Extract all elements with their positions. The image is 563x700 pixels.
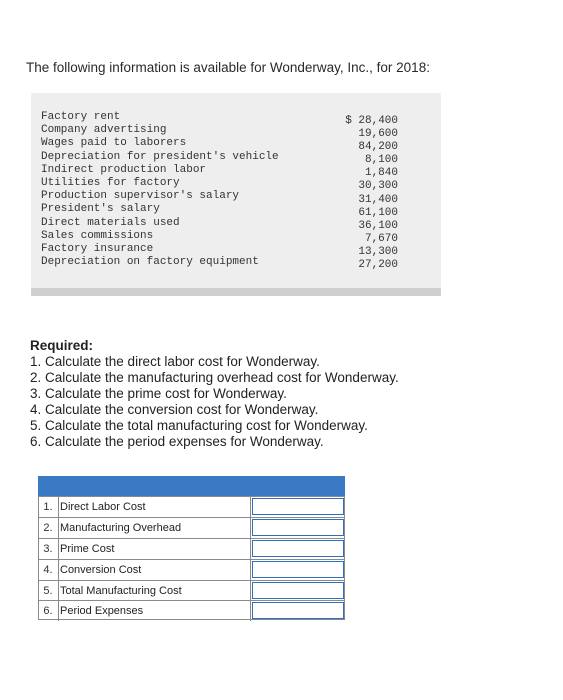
- cost-item-amount: 7,670: [364, 232, 398, 245]
- cost-item-amount: 1,840: [364, 167, 398, 180]
- table-row: [38, 517, 345, 538]
- cost-item-amount: 36,100: [358, 219, 398, 232]
- prime-cost-input[interactable]: [252, 540, 344, 557]
- cost-item-label: Sales commissions: [41, 229, 154, 242]
- table-row: [38, 559, 345, 580]
- row-label: Prime Cost: [60, 543, 115, 555]
- cost-item-label: Utilities for factory: [41, 177, 180, 190]
- column-divider: [250, 560, 251, 580]
- row-number: 5.: [38, 581, 59, 601]
- required-title: Required:: [30, 338, 94, 353]
- column-divider: [250, 601, 251, 621]
- conversion-cost-input[interactable]: [252, 561, 344, 578]
- table-header-bar: [38, 476, 345, 496]
- table-row: [38, 496, 345, 517]
- table-row: [38, 538, 345, 559]
- column-divider: [250, 497, 251, 517]
- cost-item-amount: 61,100: [358, 206, 398, 219]
- direct-labor-cost-input[interactable]: [252, 498, 344, 515]
- required-list: [30, 354, 399, 450]
- row-label: Period Expenses: [60, 605, 144, 617]
- cost-item-label: Company advertising: [41, 124, 167, 137]
- cost-item-label: Direct materials used: [41, 216, 180, 229]
- cost-item-amount: 31,400: [358, 193, 398, 206]
- cost-item-amount: 27,200: [358, 259, 398, 272]
- column-divider: [250, 539, 251, 559]
- intro-text: The following information is available for Wonderway, Inc., for 2018:: [26, 60, 430, 75]
- cost-item-amount: $ 28,400: [345, 115, 398, 127]
- row-label: Total Manufacturing Cost: [60, 585, 182, 597]
- cost-item-label: Wages paid to laborers: [41, 137, 187, 150]
- row-number: 4.: [38, 560, 59, 580]
- row-label: Manufacturing Overhead: [60, 522, 182, 534]
- required-item: 3. Calculate the prime cost for Wonderway.: [30, 386, 287, 401]
- total-manufacturing-cost-input[interactable]: [252, 582, 344, 599]
- required-item: 5. Calculate the total manufacturing cost for Wonderway.: [30, 418, 368, 433]
- required-section: [30, 338, 399, 450]
- row-number: 1.: [38, 497, 59, 517]
- cost-data-box: [31, 93, 441, 296]
- row-label: Conversion Cost: [60, 564, 142, 576]
- cost-item-label: Production supervisor's salary: [41, 190, 240, 203]
- cost-item-amount: 13,300: [358, 245, 398, 258]
- cost-item-amounts: [345, 115, 398, 272]
- table-row: [38, 580, 345, 601]
- row-label: Direct Labor Cost: [60, 501, 146, 513]
- required-item: 4. Calculate the conversion cost for Wonderway.: [30, 402, 319, 417]
- required-item: 1. Calculate the direct labor cost for Wonderway.: [30, 354, 320, 369]
- cost-item-amount: 8,100: [364, 154, 398, 167]
- required-item: 2. Calculate the manufacturing overhead cost for Wonderway.: [30, 370, 399, 385]
- answer-table: [38, 476, 345, 620]
- cost-item-label: Factory rent: [41, 111, 121, 123]
- column-divider: [250, 581, 251, 601]
- cost-item-label: Factory insurance: [41, 243, 154, 256]
- cost-item-amount: 84,200: [358, 141, 398, 154]
- table-row: [38, 600, 345, 621]
- cost-item-amount: 19,600: [358, 128, 398, 141]
- period-expenses-input[interactable]: [252, 602, 344, 619]
- required-item: 6. Calculate the period expenses for Wonderway.: [30, 434, 324, 449]
- row-number: 2.: [38, 518, 59, 538]
- cost-item-label: Depreciation on factory equipment: [41, 256, 259, 269]
- cost-item-amount: 30,300: [358, 180, 398, 193]
- cost-item-label: President's salary: [41, 203, 160, 216]
- box-bottom-band: [31, 288, 441, 296]
- manufacturing-overhead-input[interactable]: [252, 519, 344, 536]
- cost-item-label: Indirect production labor: [41, 163, 207, 176]
- column-divider: [250, 518, 251, 538]
- row-number: 6.: [38, 601, 59, 621]
- cost-item-labels: [41, 111, 279, 269]
- cost-item-label: Depreciation for president's vehicle: [41, 150, 279, 163]
- row-number: 3.: [38, 539, 59, 559]
